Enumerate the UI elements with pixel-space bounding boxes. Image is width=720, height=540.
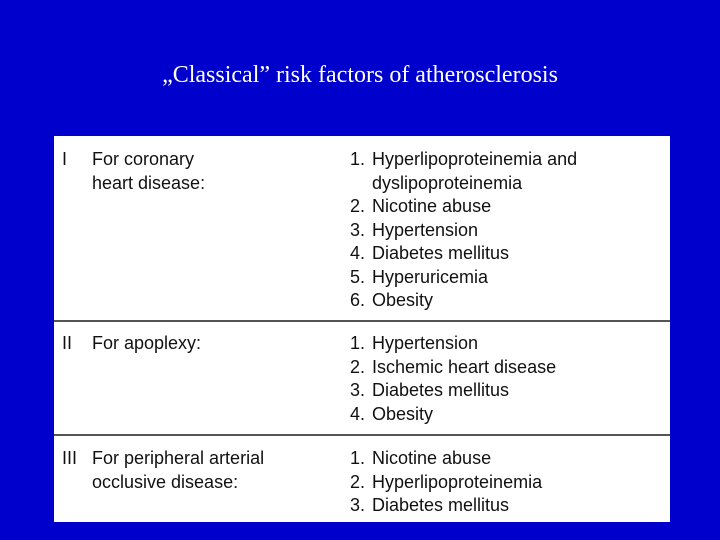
list-item <box>350 172 660 196</box>
section-divider <box>54 320 670 322</box>
list-item <box>350 379 660 403</box>
category-line: occlusive disease: <box>92 471 239 492</box>
section-divider <box>54 434 670 436</box>
roman-numeral: II <box>62 333 73 353</box>
category-line: For coronary <box>92 149 195 169</box>
item-number: 3. <box>350 380 366 400</box>
section-apoplexy <box>54 332 670 440</box>
item-text: Hyperlipoproteinemia and <box>372 149 578 169</box>
item-text: Hyperuricemia <box>372 266 489 287</box>
roman-numeral: III <box>62 448 78 468</box>
list-item <box>350 332 660 356</box>
item-number: 5. <box>350 266 366 287</box>
item-number: 2. <box>350 471 366 492</box>
category-line: For apoplexy: <box>92 333 202 353</box>
item-text: Diabetes mellitus <box>372 495 510 515</box>
item-text: Diabetes mellitus <box>372 243 510 263</box>
slide-title: „Classical” risk factors of atherosclerosis <box>162 62 558 88</box>
section-peripheral <box>54 447 670 522</box>
risk-factor-list <box>350 148 660 313</box>
item-number: 3. <box>350 495 366 515</box>
list-item <box>350 471 660 495</box>
risk-factor-list <box>350 332 660 426</box>
section-coronary <box>54 148 670 328</box>
roman-numeral: I <box>62 149 68 169</box>
item-text: Nicotine abuse <box>372 196 492 216</box>
item-number: 4. <box>350 243 366 263</box>
item-number: 1. <box>350 333 366 353</box>
list-item <box>350 447 660 471</box>
item-text: Obesity <box>372 290 434 310</box>
list-item <box>350 356 660 380</box>
list-item <box>350 219 660 243</box>
item-text: Nicotine abuse <box>372 448 492 468</box>
item-text: dyslipoproteinemia <box>372 172 523 193</box>
item-number: 2. <box>350 356 366 377</box>
list-item <box>350 195 660 219</box>
item-number: 1. <box>350 448 366 468</box>
list-item <box>350 403 660 427</box>
list-item <box>350 494 660 518</box>
category-label <box>92 332 332 356</box>
category-label <box>92 148 332 195</box>
risk-factor-list <box>350 447 660 518</box>
item-number: 2. <box>350 196 366 216</box>
item-text: Hypertension <box>372 333 479 353</box>
category-label <box>92 447 332 494</box>
list-item <box>350 242 660 266</box>
list-item <box>350 289 660 313</box>
item-text: Ischemic heart disease <box>372 356 557 377</box>
list-item <box>350 266 660 290</box>
item-number: 6. <box>350 290 366 310</box>
list-item <box>350 148 660 172</box>
category-line: heart disease: <box>92 172 206 193</box>
item-number: 4. <box>350 403 366 424</box>
item-number: 3. <box>350 219 366 240</box>
item-number: 1. <box>350 149 366 169</box>
category-line: For peripheral arterial <box>92 448 265 468</box>
item-text: Obesity <box>372 403 434 424</box>
item-text: Diabetes mellitus <box>372 380 510 400</box>
risk-factor-table <box>54 136 670 522</box>
item-text: Hyperlipoproteinemia <box>372 471 543 492</box>
item-text: Hypertension <box>372 219 479 240</box>
item-number <box>350 172 372 196</box>
